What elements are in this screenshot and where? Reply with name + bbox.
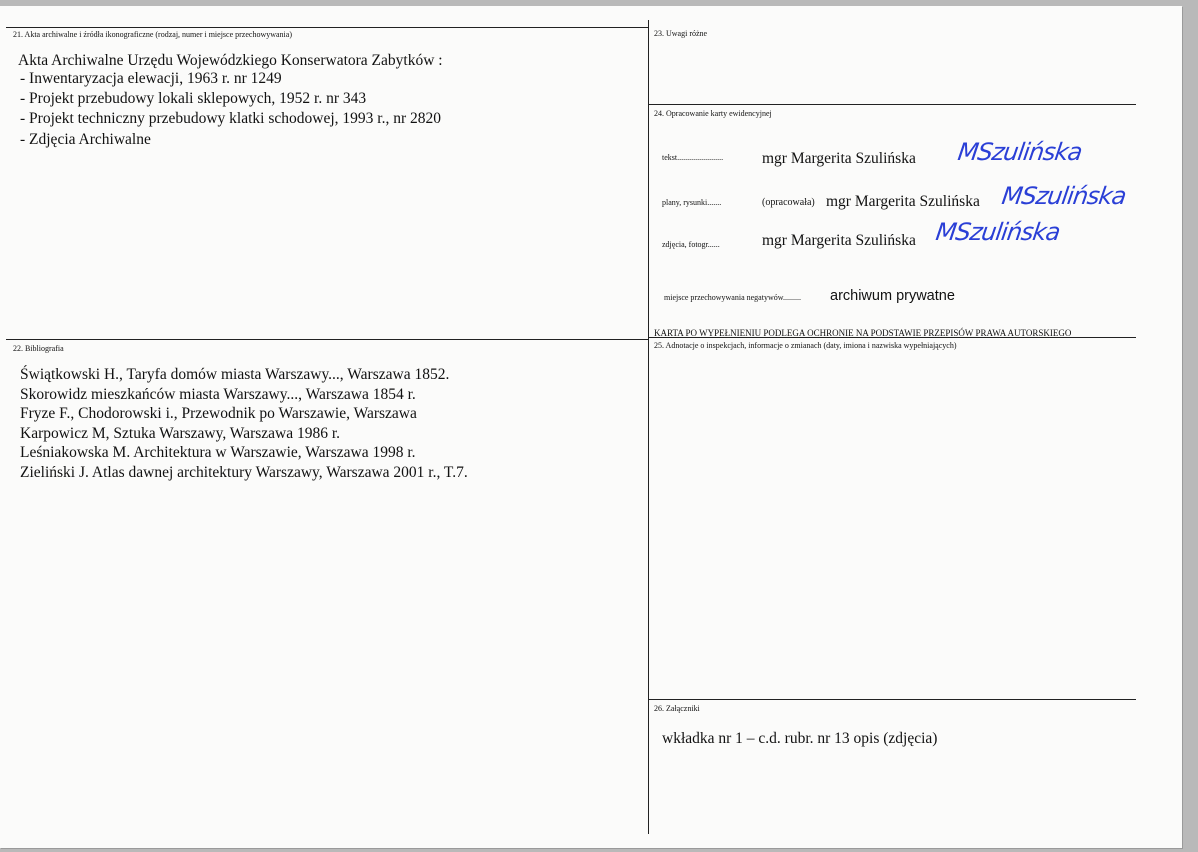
divider-21-22 bbox=[6, 339, 648, 340]
archive-item: - Projekt przebudowy lokali sklepowych, 1952 r. nr 343 bbox=[20, 90, 367, 107]
center-divider bbox=[648, 20, 649, 834]
bibliography-item: Leśniakowska M. Architektura w Warszawie, Warszawa 1998 r. bbox=[20, 444, 416, 461]
bibliography-item: Karpowicz M, Sztuka Warszawy, Warszawa 1986 r. bbox=[20, 425, 341, 442]
row-plans-prefix: (opracowała) bbox=[762, 197, 815, 208]
negatives-label: miejsce przechowywania negatywów......... bbox=[664, 293, 801, 302]
signature-plans: MSzulińska bbox=[1000, 182, 1128, 210]
bibliography-item: Świątkowski H., Taryfa domów miasta Warszawy..., Warszawa 1852. bbox=[20, 366, 450, 383]
attachments-text: wkładka nr 1 – c.d. rubr. nr 13 opis (zdjęcia) bbox=[662, 730, 938, 747]
archive-item: - Zdjęcia Archiwalne bbox=[20, 131, 151, 148]
record-card-sheet bbox=[0, 6, 1182, 848]
section-26-label: 26. Załączniki bbox=[654, 704, 700, 713]
row-plans-author: mgr Margerita Szulińska bbox=[826, 193, 980, 210]
divider-25-26 bbox=[648, 699, 1136, 700]
section-25-label: 25. Adnotacje o inspekcjach, informacje o zmianach (daty, imiona i nazwiska wypełniających) bbox=[654, 341, 957, 350]
section-21-heading: Akta Archiwalne Urzędu Wojewódzkiego Konserwatora Zabytków : bbox=[18, 52, 443, 69]
section-21-label: 21. Akta archiwalne i źródła ikonograficzne (rodzaj, numer i miejsce przechowywania) bbox=[13, 30, 292, 39]
row-text-author: mgr Margerita Szulińska bbox=[762, 150, 916, 167]
row-photos-author: mgr Margerita Szulińska bbox=[762, 232, 916, 249]
copyright-notice: KARTA PO WYPEŁNIENIU PODLEGA OCHRONIE NA PODSTAWIE PRZEPISÓW PRAWA AUTORSKIEGO bbox=[654, 328, 1072, 338]
archive-item: - Projekt techniczny przebudowy klatki schodowej, 1993 r., nr 2820 bbox=[20, 110, 441, 127]
divider-23-24 bbox=[648, 104, 1136, 105]
signature-photos: MSzulińska bbox=[934, 218, 1062, 246]
row-photos-field-label: zdjęcia, fotogr...... bbox=[662, 240, 720, 249]
section-23-label: 23. Uwagi różne bbox=[654, 29, 708, 38]
top-rule-left bbox=[6, 27, 648, 28]
negatives-value: archiwum prywatne bbox=[830, 288, 955, 304]
signature-text: MSzulińska bbox=[956, 138, 1084, 166]
row-text-field-label: tekst....................... bbox=[662, 153, 724, 162]
bibliography-item: Fryze F., Chodorowski i., Przewodnik po Warszawie, Warszawa bbox=[20, 405, 417, 422]
section-22-label: 22. Bibliografia bbox=[13, 344, 64, 353]
archive-item: - Inwentaryzacja elewacji, 1963 r. nr 1249 bbox=[20, 70, 282, 87]
row-plans-field-label: plany, rysunki....... bbox=[662, 198, 722, 207]
bibliography-item: Zieliński J. Atlas dawnej architektury Warszawy, Warszawa 2001 r., T.7. bbox=[20, 464, 468, 481]
section-24-label: 24. Opracowanie karty ewidencyjnej bbox=[654, 109, 772, 118]
bibliography-item: Skorowidz mieszkańców miasta Warszawy..., Warszawa 1854 r. bbox=[20, 386, 416, 403]
